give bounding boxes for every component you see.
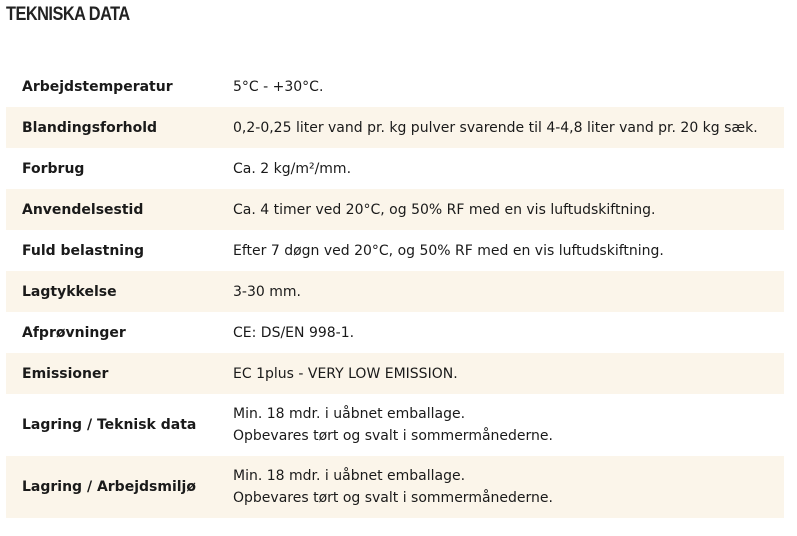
row-value-line: Opbevares tørt og svalt i sommermånederne. bbox=[233, 490, 553, 506]
row-value bbox=[233, 117, 758, 139]
row-value bbox=[233, 281, 301, 303]
table-row bbox=[6, 271, 784, 312]
row-label: Lagtykkelse bbox=[22, 283, 117, 300]
row-value-line: 3-30 mm. bbox=[233, 283, 301, 300]
table-row bbox=[6, 230, 784, 271]
table-row bbox=[6, 66, 784, 107]
row-value bbox=[233, 363, 458, 385]
row-value-line: Ca. 2 kg/m²/mm. bbox=[233, 160, 352, 177]
table-row bbox=[6, 148, 784, 189]
row-value bbox=[233, 403, 553, 447]
row-label: Fuld belastning bbox=[22, 242, 145, 259]
row-value-line: Min. 18 mdr. i uåbnet emballage. bbox=[233, 468, 466, 484]
row-label: Blandingsforhold bbox=[22, 119, 158, 136]
row-label: Forbrug bbox=[22, 160, 85, 177]
row-value bbox=[233, 199, 655, 221]
row-label: Lagring / Arbejdsmiljø bbox=[22, 479, 196, 495]
table-row bbox=[6, 394, 784, 456]
row-value bbox=[233, 158, 351, 180]
row-label: Lagring / Teknisk data bbox=[22, 417, 197, 433]
row-value bbox=[233, 240, 664, 262]
row-value-line: Min. 18 mdr. i uåbnet emballage. bbox=[233, 406, 466, 422]
row-value-line: 0,2-0,25 liter vand pr. kg pulver svarende til 4-4,8 liter vand pr. 20 kg sæk. bbox=[233, 119, 758, 136]
row-value-line: 5°C - +30°C. bbox=[233, 78, 324, 95]
row-value bbox=[233, 76, 323, 98]
table-row bbox=[6, 456, 784, 518]
table-row bbox=[6, 107, 784, 148]
table-row bbox=[6, 353, 784, 394]
row-label: Emissioner bbox=[22, 365, 109, 382]
row-value-line: Ca. 4 timer ved 20°C, og 50% RF med en vis luftudskiftning. bbox=[233, 201, 656, 218]
table-row bbox=[6, 189, 784, 230]
row-value bbox=[233, 322, 354, 344]
row-value-line: CE: DS/EN 998-1. bbox=[233, 324, 355, 341]
row-value-line: Opbevares tørt og svalt i sommermånederne. bbox=[233, 428, 553, 444]
row-value-line: EC 1plus - VERY LOW EMISSION. bbox=[233, 365, 458, 382]
row-value bbox=[233, 465, 553, 509]
row-label: Anvendelsestid bbox=[22, 201, 144, 218]
row-label: Afprøvninger bbox=[22, 324, 126, 341]
table-row bbox=[6, 312, 784, 353]
row-value-line: Efter 7 døgn ved 20°C, og 50% RF med en vis luftudskiftning. bbox=[233, 242, 664, 259]
page-title: TEKNISKA DATA bbox=[6, 4, 130, 25]
row-label: Arbejdstemperatur bbox=[22, 78, 173, 95]
technical-data-table bbox=[6, 66, 784, 518]
